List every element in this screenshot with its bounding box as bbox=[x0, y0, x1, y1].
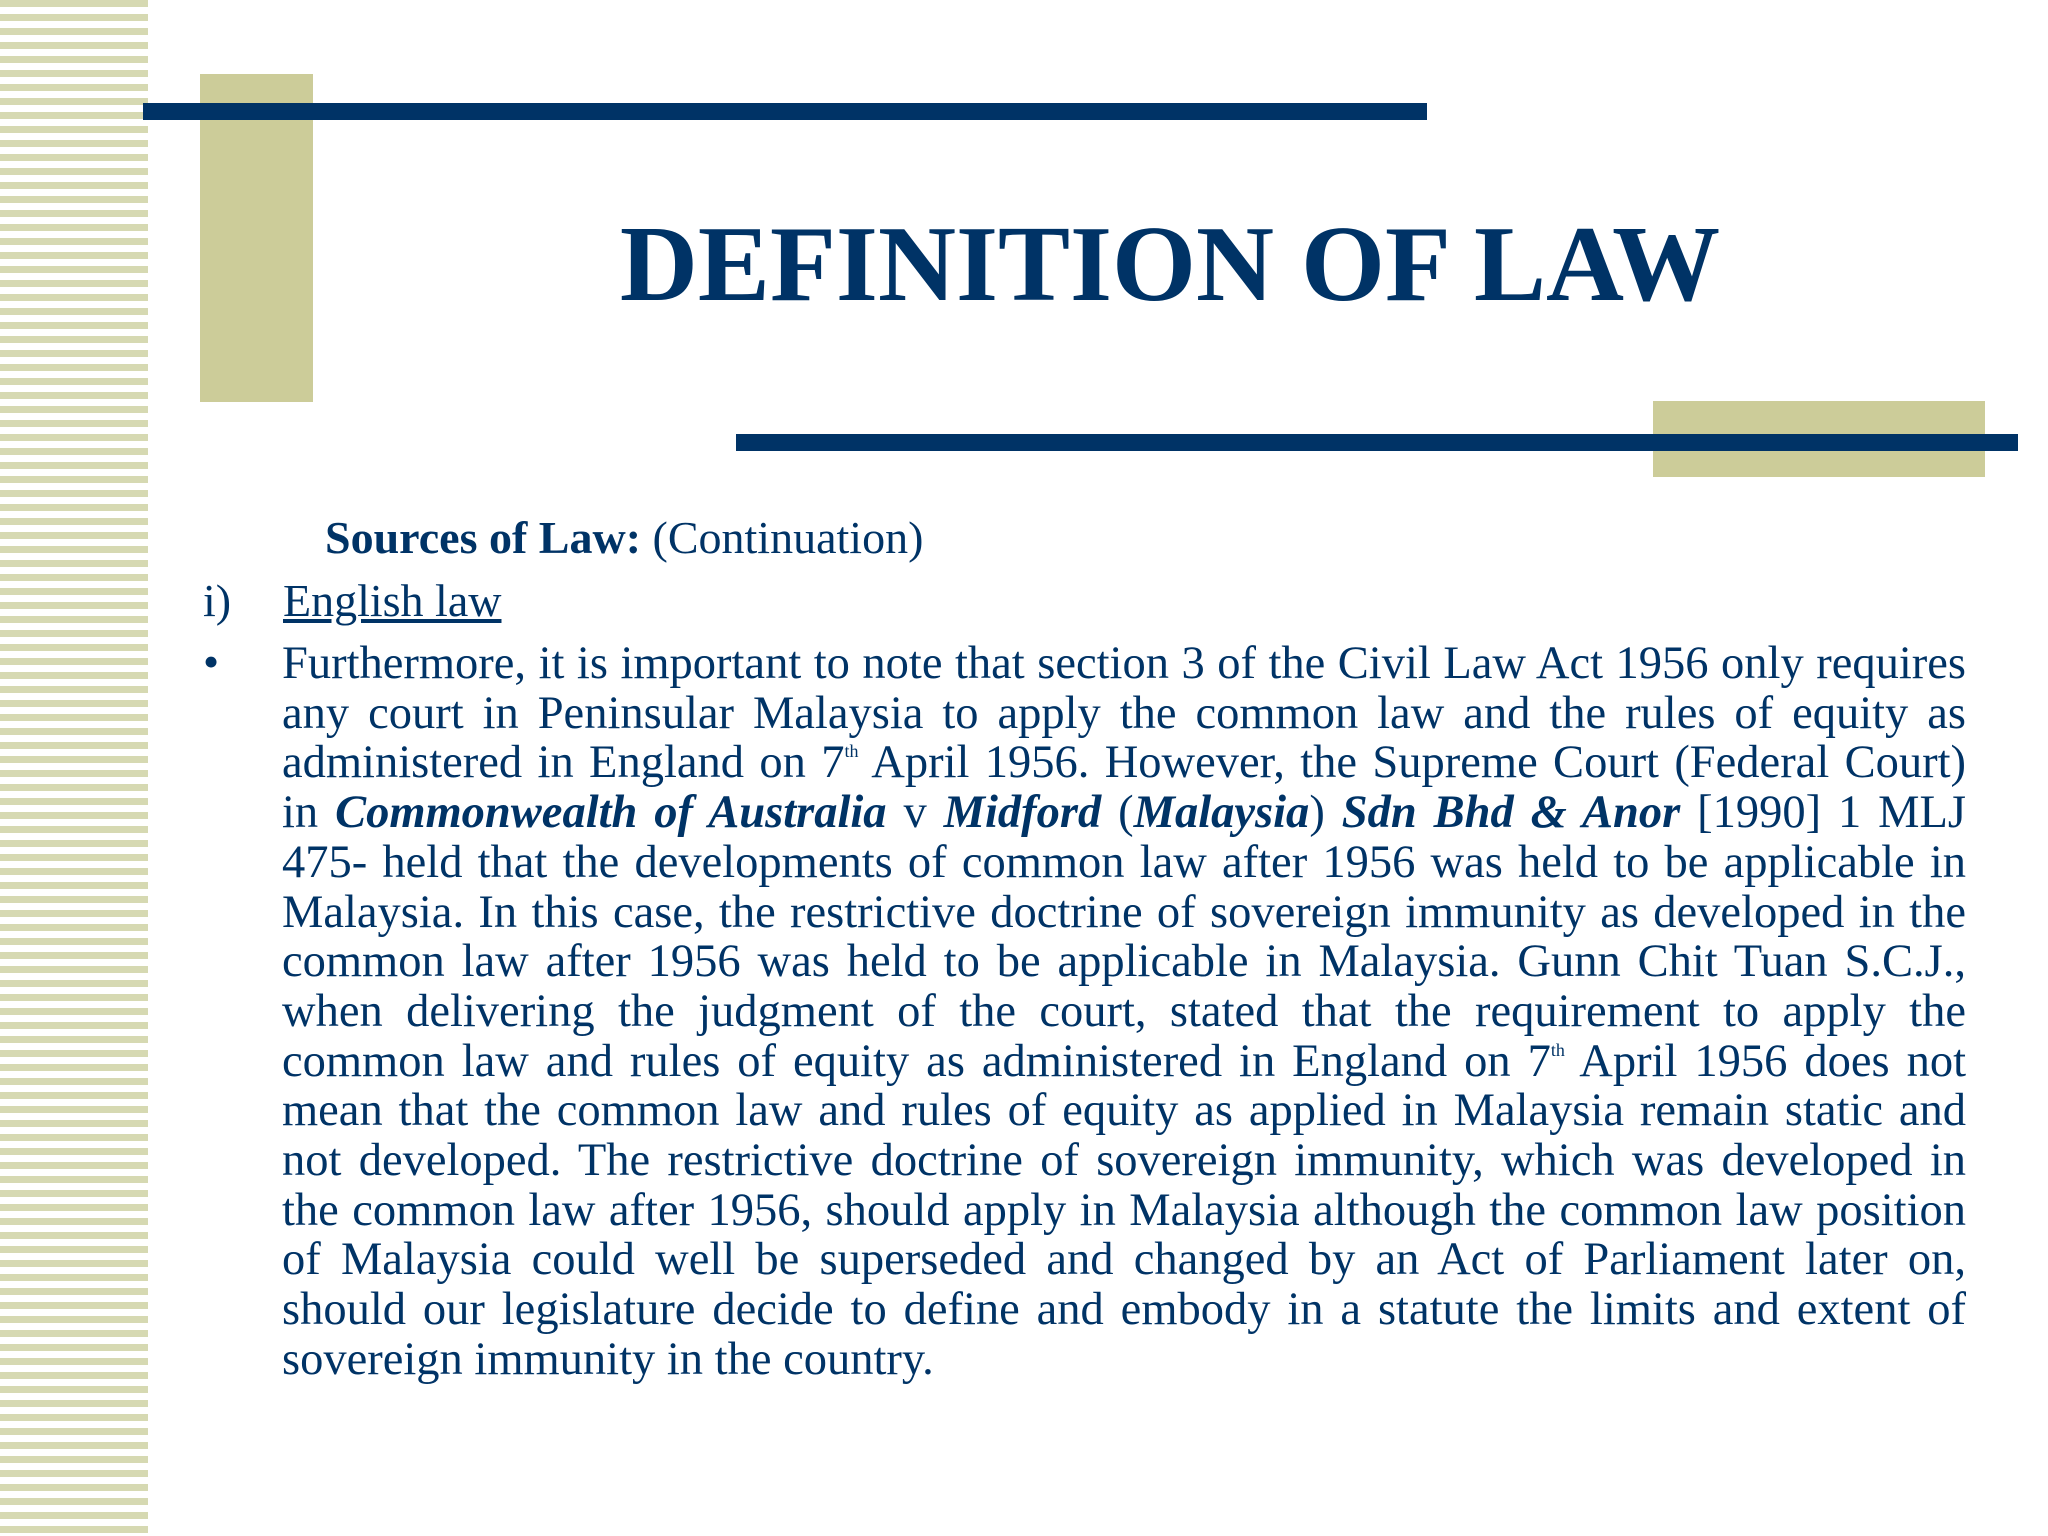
paragraph-part-1: Furthermore, it is important to note that section 3 of the Civil Law Act 1956 only requires any court in Peninsular Malaysia to apply the common law and the rules of equity as administered in England on 7 bbox=[282, 638, 1966, 789]
list-label: English law bbox=[283, 575, 502, 626]
case-name-midford: Midford bbox=[943, 787, 1102, 839]
paragraph-part-3: [1990] 1 MLJ 475- held that the developments of common law after 1956 was held to be applicable in Malaysia. In this case, the restrictive doctrine of sovereign immunity as developed in the common law after 1956 was held to be applicable in Malaysia. Gunn Chit Tuan S.C.J., when delivering the judgment of the court, stated that the requirement to apply the common law and rules of equity as administered in England on 7 bbox=[282, 787, 1967, 1087]
bullet-icon: • bbox=[203, 636, 220, 687]
section-subtitle bbox=[325, 508, 923, 568]
bottom-navy-rule bbox=[736, 434, 2018, 451]
versus-text: v bbox=[886, 787, 944, 839]
subtitle-continuation: (Continuation) bbox=[641, 512, 924, 563]
list-number: i) bbox=[203, 575, 232, 626]
slide-title: DEFINITION OF LAW bbox=[619, 205, 1721, 324]
list-item-english-law bbox=[203, 570, 501, 632]
superscript-th-1: th bbox=[844, 741, 859, 762]
paragraph-part-2: April 1956. However, the Supreme Court (Federal Court) in bbox=[282, 737, 1966, 839]
case-name-commonwealth: Commonwealth of Australia bbox=[335, 787, 887, 839]
paragraph-part-4: April 1956 does not mean that the common law and rules of equity as applied in Malaysia remain static and not developed. The restrictive doctrine of sovereign immunity, which was developed in the common law after 1956, should apply in Malaysia although the common law position of Malaysia could well be superseded and changed by an Act of Parliament later on, should our legislature decide to define and embody in a statute the limits and extent of sovereign immunity in the country. bbox=[282, 1035, 1966, 1385]
case-name-sdn-bhd: Sdn Bhd & Anor bbox=[1341, 787, 1681, 839]
top-left-accent-block bbox=[200, 74, 313, 402]
superscript-th-2: th bbox=[1550, 1039, 1565, 1060]
striped-margin-decoration bbox=[0, 0, 148, 1536]
body-paragraph bbox=[282, 639, 1966, 1385]
top-navy-rule bbox=[143, 103, 1427, 120]
paren-close: ) bbox=[1309, 787, 1342, 839]
paren-open: ( bbox=[1101, 787, 1134, 839]
case-name-malaysia: Malaysia bbox=[1133, 787, 1310, 839]
subtitle-bold: Sources of Law: bbox=[325, 512, 642, 563]
